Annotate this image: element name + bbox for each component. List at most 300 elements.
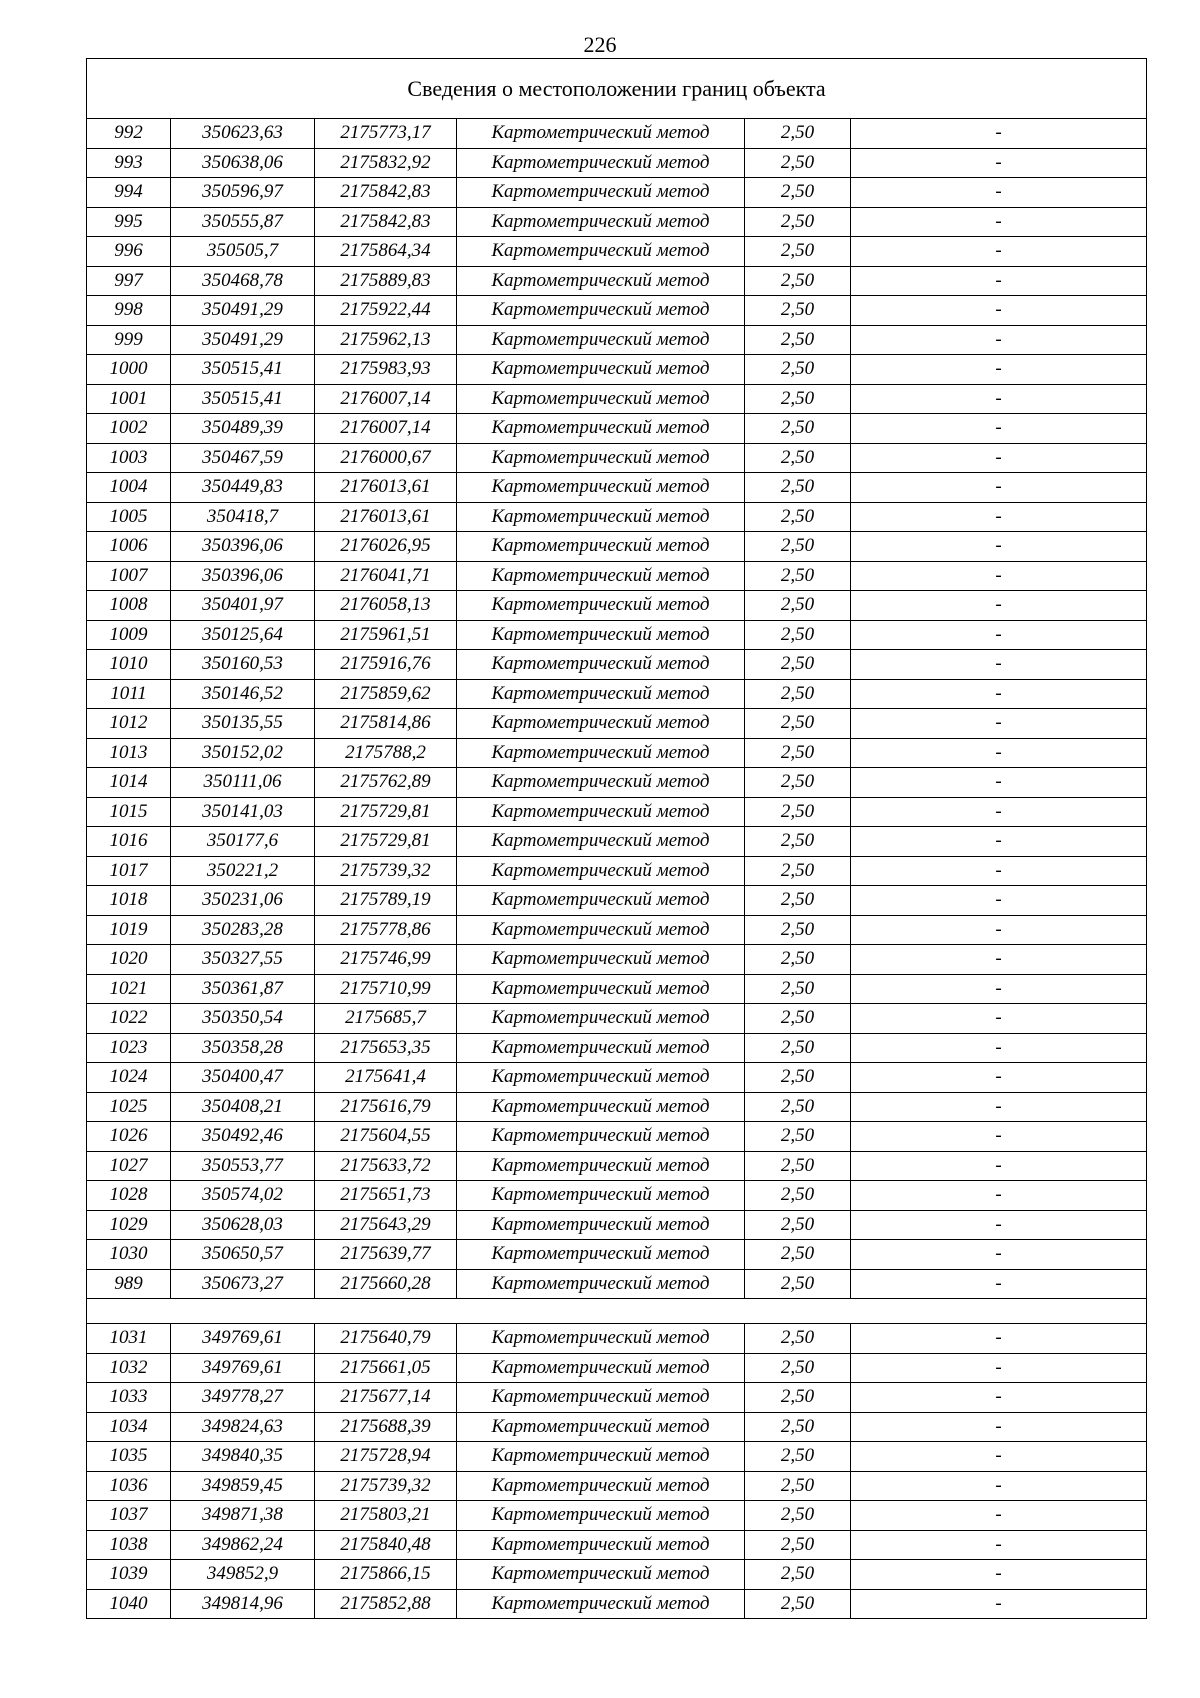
table-row <box>87 915 1147 945</box>
description-cell: - <box>851 974 1147 1004</box>
x-coordinate-cell: 349862,24 <box>171 1530 315 1560</box>
x-coordinate-cell: 349778,27 <box>171 1383 315 1413</box>
point-number-cell: 1029 <box>87 1210 171 1240</box>
y-coordinate-cell: 2175922,44 <box>315 296 457 326</box>
y-coordinate-cell: 2175640,79 <box>315 1324 457 1354</box>
method-cell: Картометрический метод <box>457 443 745 473</box>
method-cell: Картометрический метод <box>457 620 745 650</box>
method-cell: Картометрический метод <box>457 532 745 562</box>
table-row <box>87 1589 1147 1619</box>
accuracy-cell: 2,50 <box>745 561 851 591</box>
method-cell: Картометрический метод <box>457 1092 745 1122</box>
accuracy-cell: 2,50 <box>745 1033 851 1063</box>
y-coordinate-cell: 2175840,48 <box>315 1530 457 1560</box>
method-cell: Картометрический метод <box>457 266 745 296</box>
point-number-cell: 1001 <box>87 384 171 414</box>
y-coordinate-cell: 2176007,14 <box>315 384 457 414</box>
method-cell: Картометрический метод <box>457 178 745 208</box>
boundary-coordinates-table <box>86 58 1147 1619</box>
point-number-cell: 1024 <box>87 1063 171 1093</box>
table-row <box>87 1471 1147 1501</box>
y-coordinate-cell: 2176013,61 <box>315 473 457 503</box>
accuracy-cell: 2,50 <box>745 119 851 149</box>
x-coordinate-cell: 350396,06 <box>171 561 315 591</box>
accuracy-cell: 2,50 <box>745 355 851 385</box>
x-coordinate-cell: 350623,63 <box>171 119 315 149</box>
y-coordinate-cell: 2175688,39 <box>315 1412 457 1442</box>
x-coordinate-cell: 350141,03 <box>171 797 315 827</box>
table-row <box>87 561 1147 591</box>
point-number-cell: 997 <box>87 266 171 296</box>
description-cell: - <box>851 178 1147 208</box>
description-cell: - <box>851 1471 1147 1501</box>
y-coordinate-cell: 2175653,35 <box>315 1033 457 1063</box>
x-coordinate-cell: 350491,29 <box>171 325 315 355</box>
y-coordinate-cell: 2175739,32 <box>315 856 457 886</box>
point-number-cell: 1026 <box>87 1122 171 1152</box>
description-cell: - <box>851 119 1147 149</box>
y-coordinate-cell: 2175660,28 <box>315 1269 457 1299</box>
description-cell: - <box>851 237 1147 267</box>
y-coordinate-cell: 2175832,92 <box>315 148 457 178</box>
accuracy-cell: 2,50 <box>745 1122 851 1152</box>
accuracy-cell: 2,50 <box>745 974 851 1004</box>
accuracy-cell: 2,50 <box>745 237 851 267</box>
x-coordinate-cell: 350491,29 <box>171 296 315 326</box>
accuracy-cell: 2,50 <box>745 1412 851 1442</box>
table-row <box>87 1442 1147 1472</box>
accuracy-cell: 2,50 <box>745 502 851 532</box>
table-row <box>87 1181 1147 1211</box>
x-coordinate-cell: 350231,06 <box>171 886 315 916</box>
description-cell: - <box>851 266 1147 296</box>
point-number-cell: 1039 <box>87 1560 171 1590</box>
description-cell: - <box>851 945 1147 975</box>
x-coordinate-cell: 350125,64 <box>171 620 315 650</box>
x-coordinate-cell: 350152,02 <box>171 738 315 768</box>
method-cell: Картометрический метод <box>457 768 745 798</box>
point-number-cell: 1025 <box>87 1092 171 1122</box>
point-number-cell: 1002 <box>87 414 171 444</box>
table-row <box>87 768 1147 798</box>
description-cell: - <box>851 532 1147 562</box>
method-cell: Картометрический метод <box>457 1383 745 1413</box>
x-coordinate-cell: 350574,02 <box>171 1181 315 1211</box>
x-coordinate-cell: 350401,97 <box>171 591 315 621</box>
x-coordinate-cell: 350596,97 <box>171 178 315 208</box>
description-cell: - <box>851 886 1147 916</box>
table-row <box>87 355 1147 385</box>
y-coordinate-cell: 2175889,83 <box>315 266 457 296</box>
y-coordinate-cell: 2175729,81 <box>315 827 457 857</box>
accuracy-cell: 2,50 <box>745 591 851 621</box>
method-cell: Картометрический метод <box>457 886 745 916</box>
y-coordinate-cell: 2175728,94 <box>315 1442 457 1472</box>
description-cell: - <box>851 443 1147 473</box>
x-coordinate-cell: 350492,46 <box>171 1122 315 1152</box>
method-cell: Картометрический метод <box>457 355 745 385</box>
table-row <box>87 325 1147 355</box>
point-number-cell: 1013 <box>87 738 171 768</box>
x-coordinate-cell: 350638,06 <box>171 148 315 178</box>
table-row <box>87 1033 1147 1063</box>
table-row <box>87 502 1147 532</box>
method-cell: Картометрический метод <box>457 856 745 886</box>
table-row <box>87 384 1147 414</box>
description-cell: - <box>851 325 1147 355</box>
point-number-cell: 1031 <box>87 1324 171 1354</box>
point-number-cell: 1012 <box>87 709 171 739</box>
accuracy-cell: 2,50 <box>745 620 851 650</box>
table-row <box>87 1004 1147 1034</box>
accuracy-cell: 2,50 <box>745 709 851 739</box>
accuracy-cell: 2,50 <box>745 1442 851 1472</box>
accuracy-cell: 2,50 <box>745 1210 851 1240</box>
description-cell: - <box>851 1353 1147 1383</box>
x-coordinate-cell: 350358,28 <box>171 1033 315 1063</box>
accuracy-cell: 2,50 <box>745 1383 851 1413</box>
description-cell: - <box>851 797 1147 827</box>
x-coordinate-cell: 350160,53 <box>171 650 315 680</box>
point-number-cell: 995 <box>87 207 171 237</box>
point-number-cell: 1014 <box>87 768 171 798</box>
x-coordinate-cell: 350135,55 <box>171 709 315 739</box>
description-cell: - <box>851 473 1147 503</box>
accuracy-cell: 2,50 <box>745 1560 851 1590</box>
method-cell: Картометрический метод <box>457 1412 745 1442</box>
accuracy-cell: 2,50 <box>745 679 851 709</box>
y-coordinate-cell: 2175729,81 <box>315 797 457 827</box>
point-number-cell: 1040 <box>87 1589 171 1619</box>
point-number-cell: 1015 <box>87 797 171 827</box>
accuracy-cell: 2,50 <box>745 384 851 414</box>
accuracy-cell: 2,50 <box>745 1240 851 1270</box>
y-coordinate-cell: 2176058,13 <box>315 591 457 621</box>
description-cell: - <box>851 1240 1147 1270</box>
table-row <box>87 178 1147 208</box>
y-coordinate-cell: 2175677,14 <box>315 1383 457 1413</box>
accuracy-cell: 2,50 <box>745 1181 851 1211</box>
description-cell: - <box>851 1589 1147 1619</box>
method-cell: Картометрический метод <box>457 1181 745 1211</box>
method-cell: Картометрический метод <box>457 1530 745 1560</box>
accuracy-cell: 2,50 <box>745 473 851 503</box>
accuracy-cell: 2,50 <box>745 797 851 827</box>
y-coordinate-cell: 2175661,05 <box>315 1353 457 1383</box>
accuracy-cell: 2,50 <box>745 1004 851 1034</box>
x-coordinate-cell: 350283,28 <box>171 915 315 945</box>
description-cell: - <box>851 502 1147 532</box>
accuracy-cell: 2,50 <box>745 1501 851 1531</box>
description-cell: - <box>851 1269 1147 1299</box>
table-row <box>87 974 1147 1004</box>
method-cell: Картометрический метод <box>457 119 745 149</box>
point-number-cell: 1010 <box>87 650 171 680</box>
description-cell: - <box>851 1210 1147 1240</box>
y-coordinate-cell: 2175643,29 <box>315 1210 457 1240</box>
accuracy-cell: 2,50 <box>745 325 851 355</box>
description-cell: - <box>851 148 1147 178</box>
x-coordinate-cell: 350327,55 <box>171 945 315 975</box>
description-cell: - <box>851 207 1147 237</box>
table-row <box>87 1269 1147 1299</box>
method-cell: Картометрический метод <box>457 827 745 857</box>
x-coordinate-cell: 349840,35 <box>171 1442 315 1472</box>
point-number-cell: 998 <box>87 296 171 326</box>
table-row <box>87 296 1147 326</box>
point-number-cell: 989 <box>87 1269 171 1299</box>
description-cell: - <box>851 1004 1147 1034</box>
x-coordinate-cell: 350221,2 <box>171 856 315 886</box>
method-cell: Картометрический метод <box>457 650 745 680</box>
point-number-cell: 1033 <box>87 1383 171 1413</box>
point-number-cell: 1008 <box>87 591 171 621</box>
point-number-cell: 1018 <box>87 886 171 916</box>
table-row <box>87 797 1147 827</box>
accuracy-cell: 2,50 <box>745 1471 851 1501</box>
x-coordinate-cell: 350515,41 <box>171 355 315 385</box>
y-coordinate-cell: 2175983,93 <box>315 355 457 385</box>
description-cell: - <box>851 1324 1147 1354</box>
table-row <box>87 1122 1147 1152</box>
description-cell: - <box>851 591 1147 621</box>
y-coordinate-cell: 2175641,4 <box>315 1063 457 1093</box>
description-cell: - <box>851 1412 1147 1442</box>
table-row <box>87 414 1147 444</box>
accuracy-cell: 2,50 <box>745 738 851 768</box>
y-coordinate-cell: 2175788,2 <box>315 738 457 768</box>
x-coordinate-cell: 350350,54 <box>171 1004 315 1034</box>
point-number-cell: 1030 <box>87 1240 171 1270</box>
accuracy-cell: 2,50 <box>745 886 851 916</box>
description-cell: - <box>851 1442 1147 1472</box>
accuracy-cell: 2,50 <box>745 945 851 975</box>
method-cell: Картометрический метод <box>457 384 745 414</box>
y-coordinate-cell: 2175866,15 <box>315 1560 457 1590</box>
method-cell: Картометрический метод <box>457 1240 745 1270</box>
x-coordinate-cell: 350177,6 <box>171 827 315 857</box>
method-cell: Картометрический метод <box>457 1589 745 1619</box>
y-coordinate-cell: 2175616,79 <box>315 1092 457 1122</box>
description-cell: - <box>851 679 1147 709</box>
description-cell: - <box>851 1151 1147 1181</box>
point-number-cell: 1028 <box>87 1181 171 1211</box>
y-coordinate-cell: 2176007,14 <box>315 414 457 444</box>
page-number: 226 <box>583 32 617 57</box>
method-cell: Картометрический метод <box>457 1269 745 1299</box>
description-cell: - <box>851 1033 1147 1063</box>
table-row <box>87 148 1147 178</box>
y-coordinate-cell: 2175746,99 <box>315 945 457 975</box>
point-number-cell: 1019 <box>87 915 171 945</box>
y-coordinate-cell: 2175842,83 <box>315 178 457 208</box>
method-cell: Картометрический метод <box>457 502 745 532</box>
point-number-cell: 1034 <box>87 1412 171 1442</box>
description-cell: - <box>851 1560 1147 1590</box>
table-row <box>87 886 1147 916</box>
y-coordinate-cell: 2175842,83 <box>315 207 457 237</box>
method-cell: Картометрический метод <box>457 709 745 739</box>
table-title: Сведения о местоположении границ объекта <box>87 59 1147 119</box>
table-row <box>87 266 1147 296</box>
method-cell: Картометрический метод <box>457 591 745 621</box>
method-cell: Картометрический метод <box>457 237 745 267</box>
y-coordinate-cell: 2175803,21 <box>315 1501 457 1531</box>
x-coordinate-cell: 350468,78 <box>171 266 315 296</box>
table-row <box>87 1210 1147 1240</box>
x-coordinate-cell: 350418,7 <box>171 502 315 532</box>
table-row <box>87 1092 1147 1122</box>
description-cell: - <box>851 856 1147 886</box>
x-coordinate-cell: 350555,87 <box>171 207 315 237</box>
method-cell: Картометрический метод <box>457 1560 745 1590</box>
description-cell: - <box>851 650 1147 680</box>
table-row <box>87 1501 1147 1531</box>
x-coordinate-cell: 350628,03 <box>171 1210 315 1240</box>
description-cell: - <box>851 414 1147 444</box>
x-coordinate-cell: 350449,83 <box>171 473 315 503</box>
x-coordinate-cell: 350467,59 <box>171 443 315 473</box>
accuracy-cell: 2,50 <box>745 266 851 296</box>
method-cell: Картометрический метод <box>457 974 745 1004</box>
accuracy-cell: 2,50 <box>745 1063 851 1093</box>
description-cell: - <box>851 1501 1147 1531</box>
x-coordinate-cell: 350400,47 <box>171 1063 315 1093</box>
description-cell: - <box>851 1092 1147 1122</box>
method-cell: Картометрический метод <box>457 1501 745 1531</box>
point-number-cell: 1036 <box>87 1471 171 1501</box>
table-row <box>87 1063 1147 1093</box>
section-separator-row <box>87 1299 1147 1324</box>
y-coordinate-cell: 2175778,86 <box>315 915 457 945</box>
x-coordinate-cell: 350650,57 <box>171 1240 315 1270</box>
y-coordinate-cell: 2175633,72 <box>315 1151 457 1181</box>
point-number-cell: 1017 <box>87 856 171 886</box>
point-number-cell: 1023 <box>87 1033 171 1063</box>
accuracy-cell: 2,50 <box>745 1530 851 1560</box>
table-row <box>87 1560 1147 1590</box>
description-cell: - <box>851 1122 1147 1152</box>
table-row <box>87 443 1147 473</box>
description-cell: - <box>851 620 1147 650</box>
table-row <box>87 1324 1147 1354</box>
x-coordinate-cell: 350515,41 <box>171 384 315 414</box>
y-coordinate-cell: 2176013,61 <box>315 502 457 532</box>
method-cell: Картометрический метод <box>457 1033 745 1063</box>
method-cell: Картометрический метод <box>457 148 745 178</box>
y-coordinate-cell: 2175651,73 <box>315 1181 457 1211</box>
point-number-cell: 1007 <box>87 561 171 591</box>
y-coordinate-cell: 2175864,34 <box>315 237 457 267</box>
accuracy-cell: 2,50 <box>745 768 851 798</box>
table-row <box>87 827 1147 857</box>
point-number-cell: 1004 <box>87 473 171 503</box>
table-row <box>87 1353 1147 1383</box>
accuracy-cell: 2,50 <box>745 414 851 444</box>
x-coordinate-cell: 349859,45 <box>171 1471 315 1501</box>
accuracy-cell: 2,50 <box>745 1151 851 1181</box>
point-number-cell: 996 <box>87 237 171 267</box>
x-coordinate-cell: 350489,39 <box>171 414 315 444</box>
table-row <box>87 1240 1147 1270</box>
x-coordinate-cell: 349814,96 <box>171 1589 315 1619</box>
method-cell: Картометрический метод <box>457 473 745 503</box>
table-row <box>87 738 1147 768</box>
x-coordinate-cell: 349871,38 <box>171 1501 315 1531</box>
accuracy-cell: 2,50 <box>745 1092 851 1122</box>
method-cell: Картометрический метод <box>457 1324 745 1354</box>
method-cell: Картометрический метод <box>457 1353 745 1383</box>
accuracy-cell: 2,50 <box>745 915 851 945</box>
description-cell: - <box>851 384 1147 414</box>
accuracy-cell: 2,50 <box>745 207 851 237</box>
accuracy-cell: 2,50 <box>745 296 851 326</box>
method-cell: Картометрический метод <box>457 1151 745 1181</box>
y-coordinate-cell: 2175773,17 <box>315 119 457 149</box>
x-coordinate-cell: 350673,27 <box>171 1269 315 1299</box>
method-cell: Картометрический метод <box>457 679 745 709</box>
y-coordinate-cell: 2175789,19 <box>315 886 457 916</box>
method-cell: Картометрический метод <box>457 1063 745 1093</box>
point-number-cell: 1027 <box>87 1151 171 1181</box>
description-cell: - <box>851 738 1147 768</box>
method-cell: Картометрический метод <box>457 915 745 945</box>
method-cell: Картометрический метод <box>457 1442 745 1472</box>
point-number-cell: 1005 <box>87 502 171 532</box>
method-cell: Картометрический метод <box>457 414 745 444</box>
y-coordinate-cell: 2175639,77 <box>315 1240 457 1270</box>
table-row <box>87 1383 1147 1413</box>
description-cell: - <box>851 561 1147 591</box>
accuracy-cell: 2,50 <box>745 650 851 680</box>
x-coordinate-cell: 350361,87 <box>171 974 315 1004</box>
y-coordinate-cell: 2175961,51 <box>315 620 457 650</box>
y-coordinate-cell: 2176000,67 <box>315 443 457 473</box>
point-number-cell: 1021 <box>87 974 171 1004</box>
y-coordinate-cell: 2175604,55 <box>315 1122 457 1152</box>
point-number-cell: 1038 <box>87 1530 171 1560</box>
description-cell: - <box>851 296 1147 326</box>
x-coordinate-cell: 350146,52 <box>171 679 315 709</box>
y-coordinate-cell: 2175762,89 <box>315 768 457 798</box>
table-row <box>87 1412 1147 1442</box>
table-row <box>87 237 1147 267</box>
accuracy-cell: 2,50 <box>745 856 851 886</box>
y-coordinate-cell: 2175685,7 <box>315 1004 457 1034</box>
x-coordinate-cell: 350396,06 <box>171 532 315 562</box>
method-cell: Картометрический метод <box>457 945 745 975</box>
accuracy-cell: 2,50 <box>745 532 851 562</box>
description-cell: - <box>851 768 1147 798</box>
point-number-cell: 1016 <box>87 827 171 857</box>
section-separator-cell <box>87 1299 1147 1324</box>
description-cell: - <box>851 1530 1147 1560</box>
accuracy-cell: 2,50 <box>745 827 851 857</box>
x-coordinate-cell: 350553,77 <box>171 1151 315 1181</box>
y-coordinate-cell: 2175739,32 <box>315 1471 457 1501</box>
accuracy-cell: 2,50 <box>745 1353 851 1383</box>
y-coordinate-cell: 2175962,13 <box>315 325 457 355</box>
y-coordinate-cell: 2175852,88 <box>315 1589 457 1619</box>
x-coordinate-cell: 350408,21 <box>171 1092 315 1122</box>
table-row <box>87 1151 1147 1181</box>
method-cell: Картометрический метод <box>457 325 745 355</box>
point-number-cell: 1037 <box>87 1501 171 1531</box>
description-cell: - <box>851 1181 1147 1211</box>
y-coordinate-cell: 2175859,62 <box>315 679 457 709</box>
method-cell: Картометрический метод <box>457 1122 745 1152</box>
method-cell: Картометрический метод <box>457 738 745 768</box>
